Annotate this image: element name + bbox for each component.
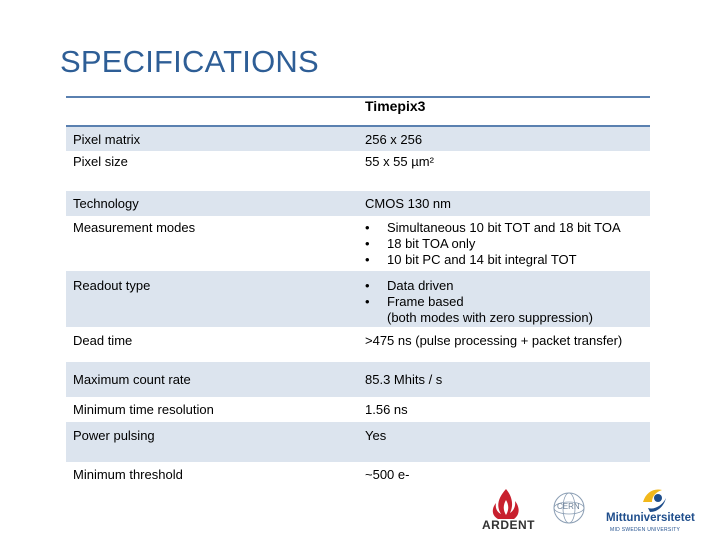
table-row <box>66 191 650 216</box>
row-label: Technology <box>66 191 359 216</box>
table-header-row <box>66 97 650 126</box>
miun-emblem-icon <box>640 486 670 514</box>
row-value: 1.56 ns <box>365 402 408 417</box>
table-row <box>66 422 650 462</box>
row-label: Minimum time resolution <box>73 402 214 417</box>
row-value: ~500 e- <box>365 466 410 482</box>
ardent-logo-text: ARDENT <box>482 518 535 532</box>
slide-title: SPECIFICATIONS <box>60 44 319 79</box>
row-label: Power pulsing <box>66 422 359 462</box>
row-value: >475 ns (pulse processing + packet transfer) <box>365 333 623 348</box>
row-value-list <box>359 216 650 271</box>
row-label: Maximum count rate <box>66 362 359 397</box>
bullet-item: • 10 bit PC and 14 bit integral TOT <box>365 252 577 267</box>
mittuniversitetet-logo <box>606 486 710 534</box>
cern-logo <box>552 486 586 534</box>
row-value-list <box>359 271 650 327</box>
bullet-item: • Frame based <box>365 294 464 309</box>
miun-subtitle-text: MID SWEDEN UNIVERSITY <box>610 527 681 533</box>
row-label: Dead time <box>73 333 133 348</box>
table-row <box>66 151 650 191</box>
row-value: 55 x 55 µm² <box>365 154 434 169</box>
row-value: 85.3 Mhits / s <box>359 362 650 397</box>
table-row <box>66 271 650 327</box>
spec-table <box>66 96 650 486</box>
row-value: Yes <box>359 422 650 462</box>
bullet-item: • 18 bit TOA only <box>365 236 476 251</box>
table-row <box>66 397 650 422</box>
row-label: Pixel size <box>73 154 128 169</box>
miun-name-text: Mittuniversitetet <box>606 512 695 524</box>
table-row <box>66 327 650 362</box>
bullet-item: • Simultaneous 10 bit TOT and 18 bit TOA <box>365 220 621 235</box>
column-header: Timepix3 <box>359 97 650 126</box>
table-row <box>66 362 650 397</box>
bullet-note: (both modes with zero suppression) <box>387 310 593 325</box>
table-row <box>66 126 650 151</box>
header-empty-cell <box>66 97 359 126</box>
row-value: CMOS 130 nm <box>359 191 650 216</box>
cern-logo-text: CERN <box>557 502 580 511</box>
ardent-logo <box>476 486 536 534</box>
row-value: 256 x 256 <box>359 126 650 151</box>
bullet-item: • Data driven <box>365 278 454 293</box>
row-label: Measurement modes <box>73 220 196 235</box>
row-label: Minimum threshold <box>73 466 183 482</box>
row-label: Readout type <box>66 271 359 327</box>
table-row <box>66 462 650 486</box>
table-row <box>66 216 650 271</box>
row-label: Pixel matrix <box>66 126 359 151</box>
